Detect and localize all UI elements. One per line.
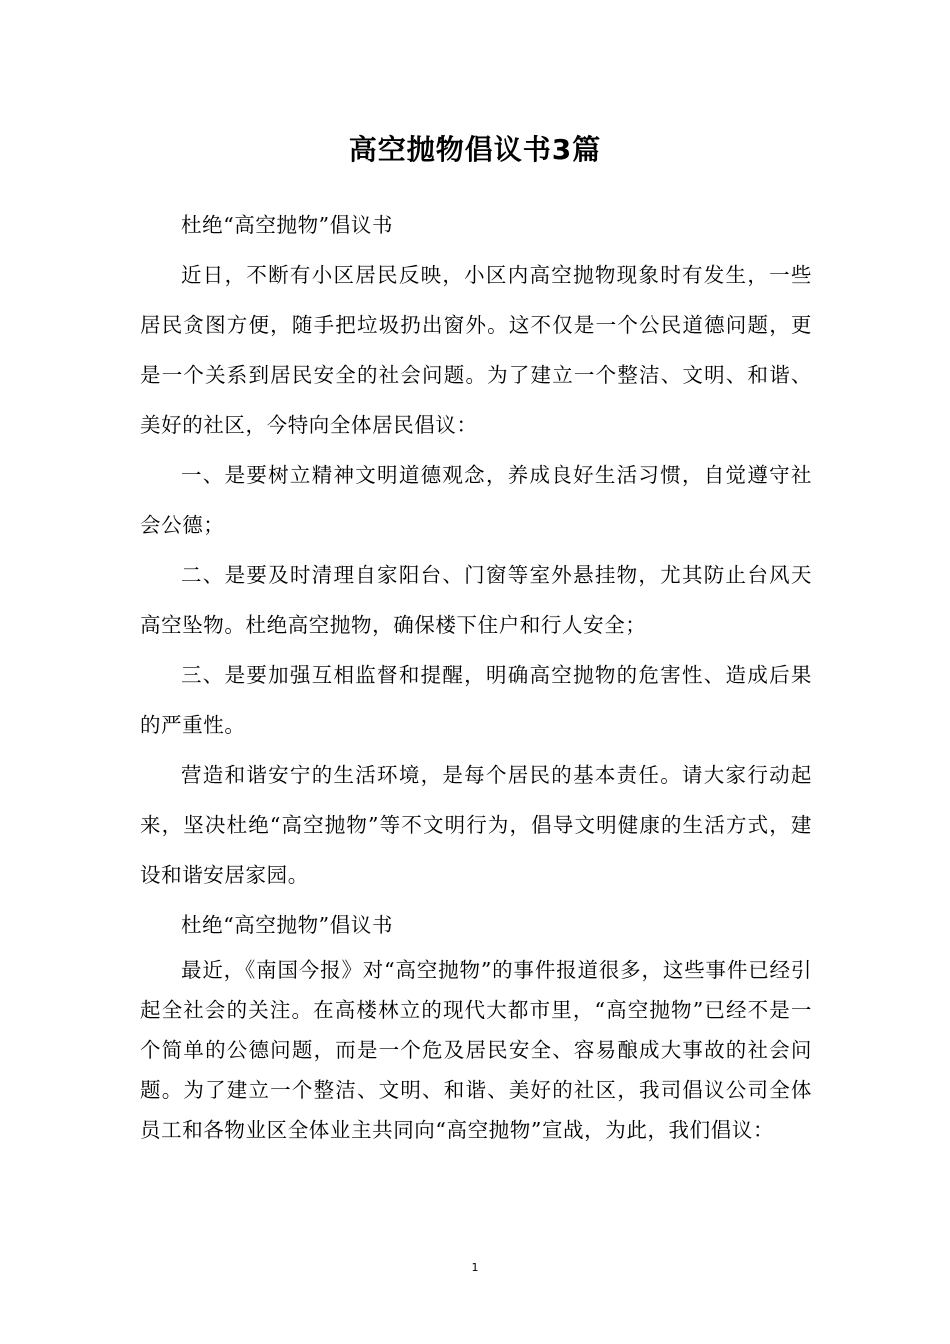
page-number: 1: [471, 1261, 479, 1274]
document-body: [140, 200, 812, 1150]
document-title: 高空抛物倡议书3篇: [348, 133, 602, 166]
body-paragraph: 最近，《南国今报》对“高空抛物”的事件报道很多，这些事件已经引起全社会的关注。在高楼林立的现代大都市里，“高空抛物”已经不是一个简单的公德问题，而是一个危及居民安全、容易酿成大事故的社会问题。为了建立一个整洁、文明、和谐、美好的社区，我司倡议公司全体员工和各物业区全体业主共同向“高空抛物”宣战，为此，我们倡议：: [140, 958, 812, 1142]
body-paragraph: 一、是要树立精神文明道德观念，养成良好生活习惯，自觉遵守社会公德；: [140, 463, 812, 537]
body-paragraph: 二、是要及时清理自家阳台、门窗等室外悬挂物，尤其防止台风天高空坠物。杜绝高空抛物，确保楼下住户和行人安全；: [140, 563, 812, 637]
section-heading: 杜绝“高空抛物”倡议书: [181, 913, 394, 937]
body-paragraph: 近日，不断有小区居民反映，小区内高空抛物现象时有发生，一些居民贪图方便，随手把垃圾扔出窗外。这不仅是一个公民道德问题，更是一个关系到居民安全的社会问题。为了建立一个整洁、文明、和谐、美好的社区，今特向全体居民倡议：: [140, 263, 812, 437]
body-paragraph: 营造和谐安宁的生活环境，是每个居民的基本责任。请大家行动起来，坚决杜绝“高空抛物”等不文明行为，倡导文明健康的生活方式，建设和谐安居家园。: [140, 763, 812, 887]
section-heading: 杜绝“高空抛物”倡议书: [181, 213, 394, 237]
body-paragraph: 三、是要加强互相监督和提醒，明确高空抛物的危害性、造成后果的严重性。: [140, 663, 812, 737]
